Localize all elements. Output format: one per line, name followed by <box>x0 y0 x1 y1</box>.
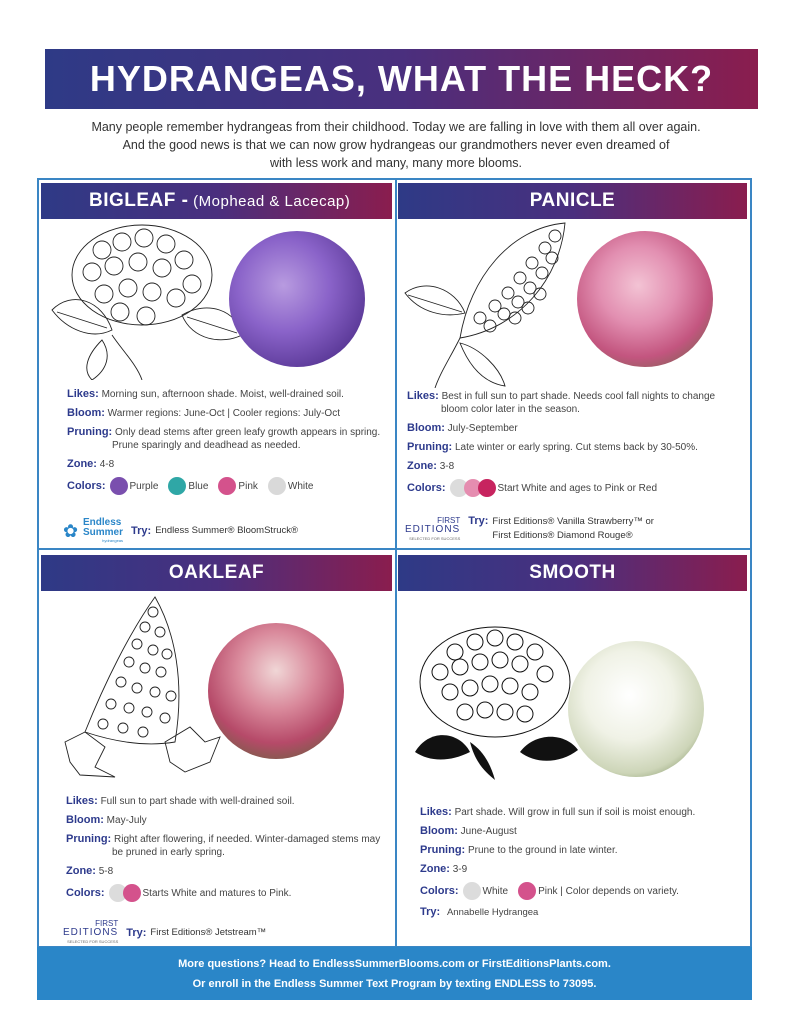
bloom-label: Bloom: <box>407 422 445 434</box>
likes-label: Likes: <box>66 795 98 807</box>
try-value: Annabelle Hydrangea <box>446 907 539 918</box>
footer <box>37 947 752 1000</box>
colors-label: Colors: <box>67 479 106 492</box>
logo-text: FIRST <box>437 515 461 525</box>
logo-text: Endless <box>83 517 122 528</box>
likes-label: Likes: <box>420 806 452 818</box>
try-value: First Editions® Vanilla Strawberry™ or <box>492 516 654 527</box>
zone-value: 4-8 <box>99 459 115 470</box>
panicle-try <box>405 515 654 543</box>
zone-label: Zone: <box>420 863 450 875</box>
white-swatch <box>268 477 286 495</box>
try-label: Try: <box>126 926 147 939</box>
likes-value: Best in full sun to part shade. Needs cool fall nights to change bloom color later in the season. <box>441 391 716 415</box>
logo-text: EDITIONS <box>63 927 119 938</box>
panicle-title: PANICLE <box>529 190 616 211</box>
endless-summer-logo <box>63 518 123 543</box>
intro-line: And the good news is that we can now grow hydrangeas our grandmothers never even dreamed of <box>122 138 670 152</box>
logo-text: SELECTED FOR SUCCESS <box>409 535 461 541</box>
bigleaf-info <box>67 388 387 501</box>
flower-icon: ✿ <box>63 520 79 541</box>
color-name: Pink | Color depends on variety. <box>538 885 679 897</box>
first-editions-logo <box>63 919 118 946</box>
panicle-line-drawing <box>400 218 570 388</box>
pink-swatch <box>218 477 236 495</box>
oakleaf-line-drawing <box>45 592 225 782</box>
zone-value: 3-9 <box>452 864 468 875</box>
bloom-value: July-September <box>447 423 518 434</box>
smooth-photo <box>568 641 704 777</box>
colors-label: Colors: <box>66 886 105 899</box>
bigleaf-subtitle: (Mophead & Lacecap) <box>188 193 351 210</box>
oakleaf-header <box>41 555 392 591</box>
try-value: Endless Summer® BloomStruck® <box>155 525 299 536</box>
colors-label: Colors: <box>407 481 446 494</box>
color-name: Purple <box>129 480 159 492</box>
bloom-label: Bloom: <box>67 407 105 419</box>
oakleaf-photo <box>208 623 344 759</box>
color-name: White <box>482 885 509 897</box>
zone-label: Zone: <box>67 458 97 470</box>
logo-text: EDITIONS <box>405 523 461 535</box>
try-label: Try: <box>468 515 489 527</box>
pruning-label: Pruning: <box>420 844 466 856</box>
logo-text: Summer <box>83 527 124 538</box>
bigleaf-photo <box>229 231 365 367</box>
likes-value: Full sun to part shade with well-drained soil. <box>100 796 295 807</box>
likes-value: Part shade. Will grow in full sun if soil is moist enough. <box>454 807 696 818</box>
pruning-value: Right after flowering, if needed. Winter-damaged stems may be pruned in early spring. <box>112 834 381 858</box>
logo-text: SELECTED FOR SUCCESS <box>67 939 119 944</box>
bloom-label: Bloom: <box>420 825 458 837</box>
colors-value: Start White and ages to Pink or Red <box>497 482 658 494</box>
logo-text: hydrangeas <box>102 538 124 543</box>
bigleaf-title: BIGLEAF - <box>89 190 189 211</box>
bigleaf-header <box>41 183 392 219</box>
pruning-value: Late winter or early spring. Cut stems back by 30-50%. <box>455 442 698 453</box>
smooth-info <box>420 806 740 925</box>
purple-swatch <box>110 477 128 495</box>
zone-value: 5-8 <box>98 866 114 877</box>
smooth-title: SMOOTH <box>529 562 616 583</box>
zone-label: Zone: <box>66 865 96 877</box>
likes-value: Morning sun, afternoon shade. Moist, well-drained soil. <box>101 389 344 400</box>
pruning-label: Pruning: <box>407 441 453 453</box>
pink-swatch <box>518 882 536 900</box>
pruning-label: Pruning: <box>67 426 113 438</box>
likes-label: Likes: <box>407 390 439 402</box>
colors-value: Starts White and matures to Pink. <box>142 887 292 899</box>
white-swatch <box>463 882 481 900</box>
smooth-header <box>398 555 747 591</box>
grid-divider-horizontal <box>37 548 752 550</box>
bigleaf-try <box>63 518 298 543</box>
grid-divider-vertical <box>395 178 397 948</box>
try-label: Try: <box>131 524 152 537</box>
zone-value: 3-8 <box>439 461 455 472</box>
oakleaf-info <box>66 795 386 908</box>
intro-line: Many people remember hydrangeas from their childhood. Today we are falling in love with them all over again. <box>91 120 701 134</box>
blue-swatch <box>168 477 186 495</box>
bloom-value: Warmer regions: June-Oct | Cooler regions: July-Oct <box>107 408 340 419</box>
intro-line: with less work and many, many more blooms. <box>270 156 522 170</box>
panicle-info <box>407 390 727 503</box>
pink-swatch <box>123 884 141 902</box>
footer-line: Or enroll in the Endless Summer Text Program by texting ENDLESS to 73095. <box>192 978 597 990</box>
bigleaf-line-drawing <box>42 220 242 380</box>
panicle-photo <box>577 231 713 367</box>
intro-text <box>40 118 752 172</box>
footer-line: More questions? Head to EndlessSummerBlooms.com or FirstEditionsPlants.com. <box>178 958 611 970</box>
colors-label: Colors: <box>420 884 459 897</box>
try-value: First Editions® Diamond Rouge® <box>492 530 633 541</box>
oakleaf-try <box>63 919 266 946</box>
bloom-value: May-July <box>106 815 147 826</box>
color-name: White <box>287 480 314 492</box>
first-editions-logo <box>405 516 460 543</box>
color-name: Pink <box>238 480 258 492</box>
logo-text: FIRST <box>95 919 119 928</box>
pruning-value: Prune to the ground in late winter. <box>468 845 618 856</box>
smooth-line-drawing <box>410 622 580 782</box>
bloom-label: Bloom: <box>66 814 104 826</box>
zone-label: Zone: <box>407 460 437 472</box>
color-name: Blue <box>188 480 209 492</box>
likes-label: Likes: <box>67 388 99 400</box>
pruning-label: Pruning: <box>66 833 112 845</box>
bloom-value: June-August <box>460 826 517 837</box>
pruning-value: Only dead stems after green leafy growth appears in spring. Prune sparingly and deadhead as needed. <box>112 427 381 451</box>
try-value: First Editions® Jetstream™ <box>150 927 267 938</box>
panicle-header <box>398 183 747 219</box>
red-swatch <box>478 479 496 497</box>
page-title: HYDRANGEAS, WHAT THE HECK? <box>45 49 758 109</box>
try-label: Try: <box>420 906 441 918</box>
oakleaf-title: OAKLEAF <box>168 562 265 583</box>
